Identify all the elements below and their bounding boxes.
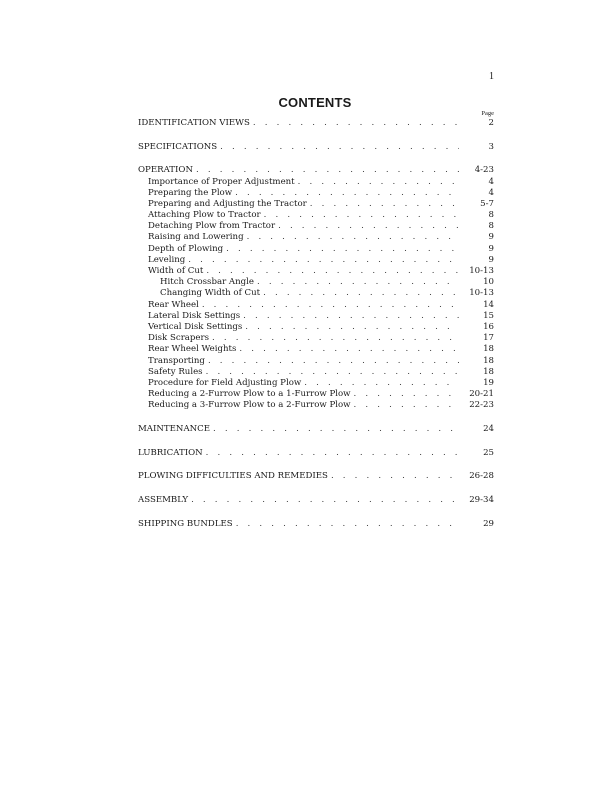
toc-entry-label: Changing Width of Cut: [160, 288, 261, 299]
dot-leader: [331, 471, 459, 482]
toc-entry: [138, 333, 494, 344]
toc-entry: [138, 400, 494, 411]
dot-leader: [278, 221, 459, 232]
toc-entry-page: 9: [488, 232, 494, 243]
toc-entry-label: Raising and Lowering: [148, 232, 244, 243]
dot-leader: [236, 519, 459, 530]
toc-entry-label: Preparing and Adjusting the Tractor: [148, 198, 307, 209]
table-of-contents: [138, 118, 494, 530]
toc-entry-label: Preparing the Plow: [148, 187, 233, 198]
toc-entry: [138, 266, 494, 277]
toc-entry-label: LUBRICATION: [138, 447, 203, 458]
toc-entry: [138, 233, 494, 244]
toc-entry: [138, 424, 494, 435]
toc-entry-page: 10-13: [469, 288, 494, 299]
toc-entry-page: 18: [483, 355, 494, 366]
toc-entry-label: SPECIFICATIONS: [138, 141, 218, 152]
toc-entry-label: MAINTENANCE: [138, 424, 211, 434]
toc-entry-page: 8: [488, 221, 494, 232]
dot-leader: [188, 255, 459, 266]
toc-entry-page: 18: [483, 366, 494, 377]
toc-entry-label: Reducing a 2-Furrow Plow to a 1-Furrow Plow: [148, 389, 351, 400]
toc-entry-label: Reducing a 3-Furrow Plow to a 2-Furrow Plow: [148, 400, 351, 411]
toc-entry-page: 4: [488, 176, 494, 187]
page-title: CONTENTS: [278, 95, 352, 110]
page-number: 1: [489, 71, 494, 82]
toc-entry-label: Depth of Plowing: [148, 243, 224, 254]
toc-entry-label: ASSEMBLY: [138, 495, 189, 506]
toc-entry-page: 9: [488, 254, 494, 265]
toc-entry-label: IDENTIFICATION VIEWS: [138, 118, 250, 128]
dot-leader: [354, 400, 459, 411]
toc-entry-page: 5-7: [480, 198, 494, 209]
toc-entry-page: 2: [488, 118, 494, 128]
toc-entry-page: 22-23: [469, 400, 494, 411]
toc-entry-page: 15: [483, 310, 494, 321]
page-column-header: Page: [481, 110, 494, 117]
toc-entry-label: Disk Scrapers: [148, 333, 210, 344]
toc-entry-page: 26-28: [469, 471, 494, 482]
toc-entry: [138, 118, 494, 129]
toc-entry-page: 17: [483, 333, 494, 344]
toc-entry: [138, 188, 494, 199]
dot-leader: [263, 288, 459, 299]
toc-entry-page: 19: [483, 377, 494, 388]
toc-entry-page: 9: [488, 243, 494, 254]
toc-entry: [138, 300, 494, 311]
toc-entry: [138, 344, 494, 355]
toc-entry: [138, 288, 494, 299]
toc-entry: [138, 367, 494, 378]
dot-leader: [257, 277, 459, 288]
toc-entry: [138, 448, 494, 459]
toc-entry: [138, 471, 494, 482]
toc-entry-page: 25: [483, 447, 494, 458]
toc-entry-label: Rear Wheel Weights: [148, 344, 237, 355]
toc-entry: [138, 311, 494, 322]
toc-entry: [138, 199, 494, 210]
toc-entry-page: 4-23: [474, 165, 494, 176]
toc-entry-label: OPERATION: [138, 165, 193, 176]
dot-leader: [226, 244, 459, 255]
toc-entry: [138, 244, 494, 255]
toc-entry-label: Leveling: [148, 254, 186, 265]
toc-entry-label: Safety Rules: [148, 366, 203, 377]
toc-entry-label: PLOWING DIFFICULTIES AND REMEDIES: [138, 471, 328, 482]
dot-leader: [247, 233, 459, 244]
dot-leader: [206, 367, 459, 378]
toc-entry-label: Vertical Disk Settings: [148, 322, 243, 332]
toc-entry: [138, 277, 494, 288]
dot-leader: [245, 322, 459, 333]
dot-leader: [310, 199, 459, 210]
toc-entry-page: 14: [483, 299, 494, 310]
dot-leader: [220, 142, 459, 153]
toc-entry-page: 4: [488, 187, 494, 198]
dot-leader: [212, 333, 459, 344]
toc-entry: [138, 255, 494, 266]
dot-leader: [191, 495, 459, 506]
toc-entry: [138, 389, 494, 400]
dot-leader: [243, 311, 459, 322]
toc-entry: [138, 495, 494, 506]
toc-entry: [138, 378, 494, 389]
toc-entry-label: Detaching Plow from Tractor: [148, 221, 276, 232]
toc-entry-page: 24: [483, 424, 494, 434]
toc-entry-label: Transporting: [148, 355, 205, 366]
toc-entry-label: SHIPPING BUNDLES: [138, 518, 233, 529]
toc-entry: [138, 210, 494, 221]
dot-leader: [213, 424, 459, 435]
dot-leader: [202, 300, 459, 311]
dot-leader: [304, 378, 459, 389]
toc-entry-page: 16: [483, 322, 494, 332]
toc-entry-label: Rear Wheel: [148, 299, 199, 310]
dot-leader: [206, 266, 459, 277]
toc-entry: [138, 221, 494, 232]
toc-entry-page: 3: [488, 141, 494, 152]
toc-entry: [138, 519, 494, 530]
toc-entry-page: 18: [483, 344, 494, 355]
dot-leader: [264, 210, 459, 221]
toc-entry-page: 20-21: [469, 389, 494, 400]
toc-entry: [138, 322, 494, 333]
toc-entry-page: 8: [488, 210, 494, 221]
dot-leader: [298, 177, 459, 188]
dot-leader: [253, 118, 459, 129]
toc-entry-label: Hitch Crossbar Angle: [160, 277, 254, 288]
toc-entry-label: Importance of Proper Adjustment: [148, 176, 295, 187]
toc-entry: [138, 165, 494, 176]
dot-leader: [196, 165, 459, 176]
toc-entry-page: 29-34: [469, 495, 494, 506]
dot-leader: [354, 389, 459, 400]
dot-leader: [235, 188, 459, 199]
toc-entry: [138, 177, 494, 188]
toc-entry-page: 10-13: [469, 266, 494, 277]
toc-entry-page: 10: [483, 277, 494, 288]
toc-entry-label: Width of Cut: [148, 266, 204, 277]
dot-leader: [206, 448, 459, 459]
toc-entry-label: Lateral Disk Settings: [148, 310, 241, 321]
dot-leader: [208, 356, 459, 367]
toc-entry-label: Attaching Plow to Tractor: [148, 210, 261, 221]
toc-entry: [138, 142, 494, 153]
toc-entry-page: 29: [483, 518, 494, 529]
dot-leader: [239, 344, 459, 355]
toc-entry-label: Procedure for Field Adjusting Plow: [148, 377, 302, 388]
toc-entry: [138, 356, 494, 367]
